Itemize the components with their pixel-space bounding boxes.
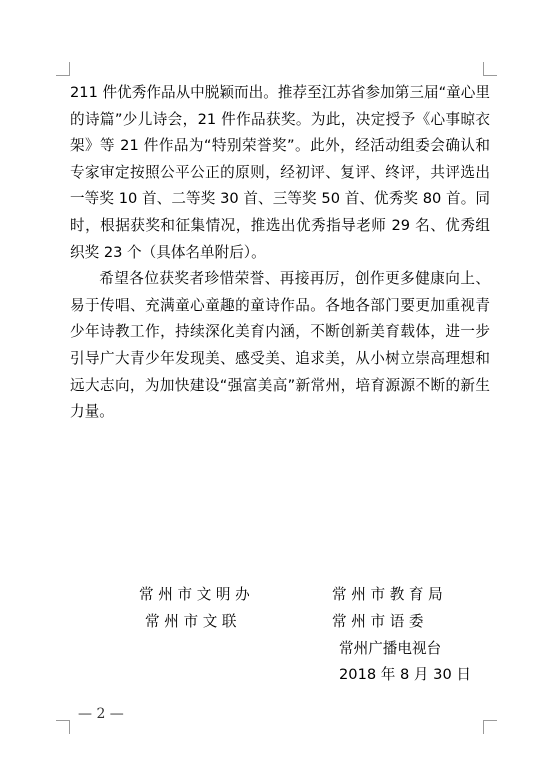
crop-mark-bottom-right-horizontal xyxy=(483,720,497,721)
crop-mark-top-right-vertical xyxy=(483,62,484,76)
crop-mark-top-left-vertical xyxy=(69,62,70,76)
crop-mark-bottom-left-vertical xyxy=(69,720,70,734)
signatory-left-1: 常 州 市 文 明 办 xyxy=(139,586,250,603)
paragraph-closing: 希望各位获奖者珍惜荣誉、再接再厉，创作更多健康向上、易于传唱、充满童心童趣的童诗作品。各地各部门要更加重视青少年诗教工作，持续深化美育内涵，不断创新美育载体，进一步引导广大青少年发现美、感受美、追求美，从小树立崇高理想和远大志向，为加快建设“强富美高”新常州，培育源源不断的新生力量。 xyxy=(70,270,490,421)
body-text xyxy=(70,80,490,426)
signatory-right-3: 常州广播电视台 xyxy=(339,640,442,657)
signatory-right-2: 常 州 市 语 委 xyxy=(332,613,424,630)
crop-mark-top-right-horizontal xyxy=(483,75,497,76)
crop-mark-bottom-left-horizontal xyxy=(56,720,70,721)
paragraph-continuation: 211 件优秀作品从中脱颖而出。推荐至江苏省参加第三届“童心里的诗篇”少儿诗会，21 件作品获奖。为此，决定授予《心事晾衣架》等 21 件作品为“特别荣誉奖”。此外，经活动组委会确认和专家审定按照公平公正的原则，经初评、复评、终评，共评选出一等奖 10 首、二等奖 30 首、三等奖 50 首、优秀奖 80 首。同时，根据获奖和征集情况，推选出优秀指导老师 29 名、优秀组织奖 23 个（具体名单附后）。 xyxy=(70,84,490,261)
document-date: 2018 年 8 月 30 日 xyxy=(339,666,471,683)
signatory-right-1: 常 州 市 教 育 局 xyxy=(332,586,443,603)
crop-mark-top-left-horizontal xyxy=(56,75,70,76)
crop-mark-bottom-right-vertical xyxy=(483,720,484,734)
page-number: — 2 — xyxy=(78,706,124,722)
signatory-left-2: 常 州 市 文 联 xyxy=(145,613,237,630)
